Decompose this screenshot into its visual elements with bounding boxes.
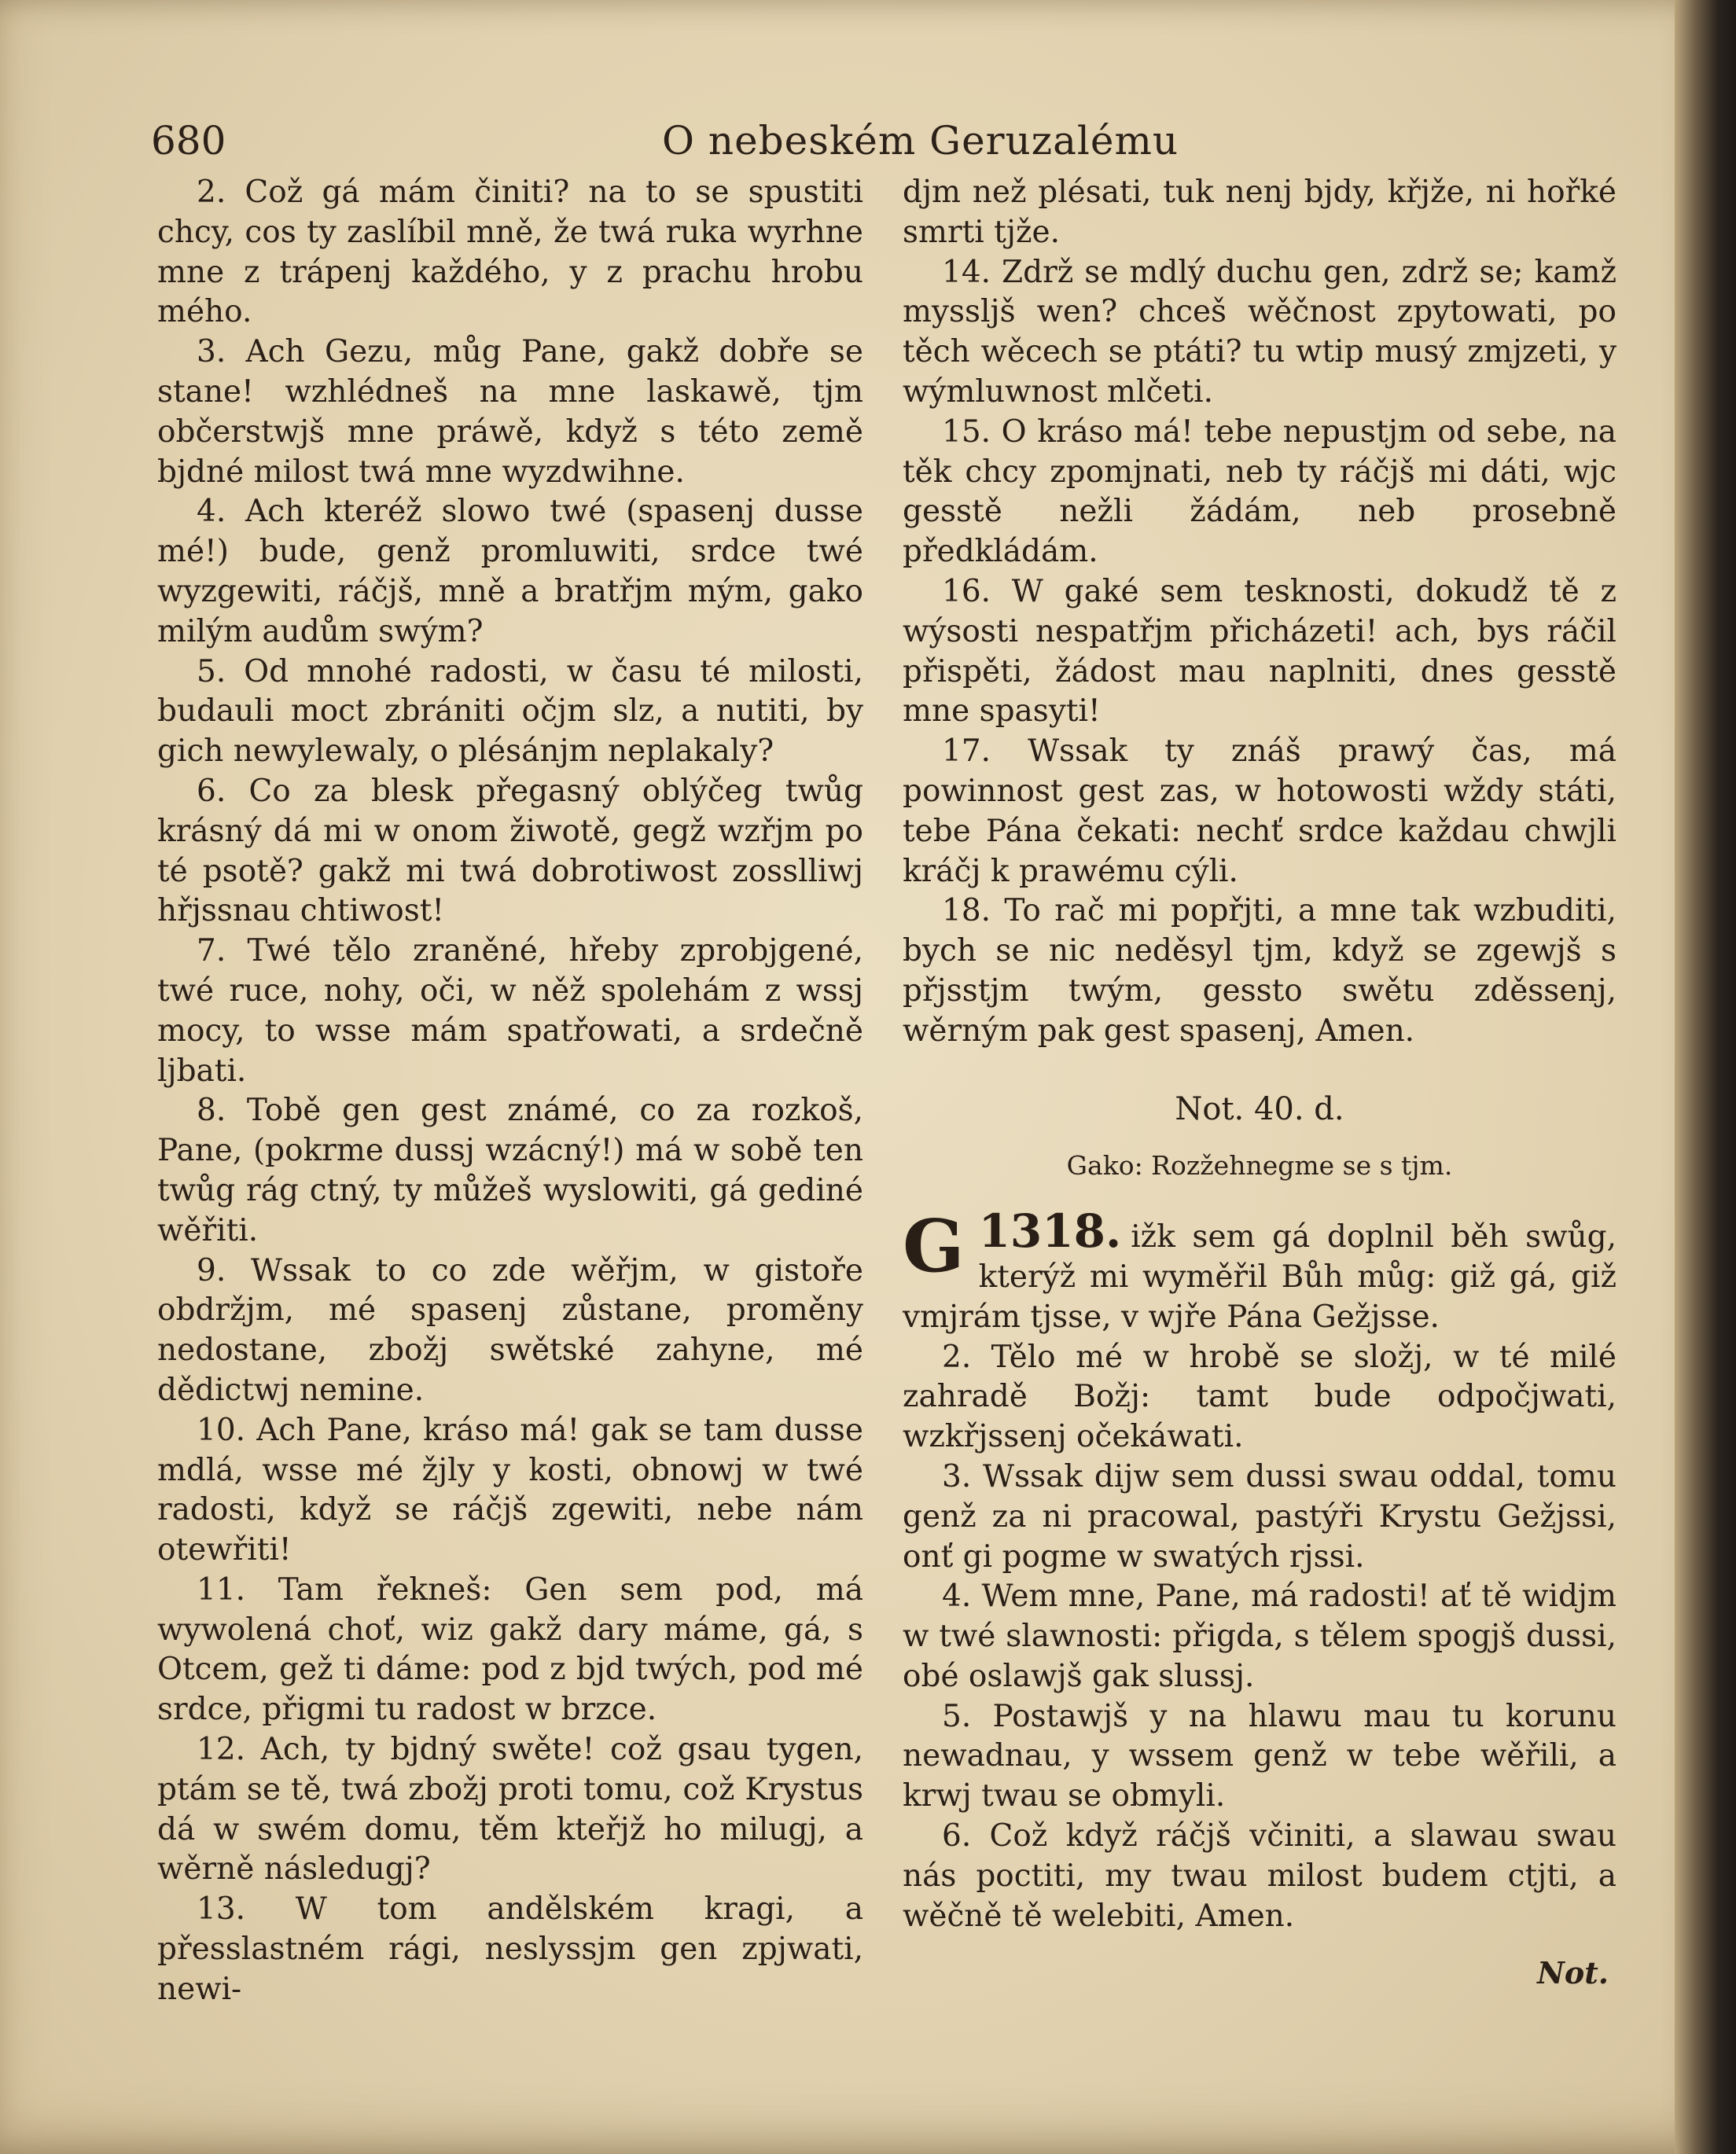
verse: 5. Od mnohé radosti, w času té milosti, budauli moct zbrániti očjm slz, a nutiti, by gich newylewaly, o plésánjm neplakaly?: [157, 653, 863, 770]
left-column: [157, 173, 863, 2010]
verse: 6. Co za blesk přegasný oblýčeg twůg krásný dá mi w onom žiwotě, gegž wzřjm po té psotě? gakž mi twá dobrotiwost zosslliwj hřjssnau chtiwost!: [157, 773, 863, 929]
drop-cap: G: [903, 1204, 965, 1289]
verse: 15. O kráso má! tebe nepustjm od sebe, na těk chcy zpomjnati, neb ty ráčjš mi dáti, wjc gesstě nežli žádám, neb prosebně předkládám.: [903, 414, 1616, 570]
verse: 2. Což gá mám činiti? na to se spustiti chcy, cos ty zaslíbil mně, že twá ruka wyrhne mne z trápenj každého, y z prachu hrobu mého.: [157, 175, 863, 330]
verse: 17. Wssak ty znáš prawý čas, má powinnost gest zas, w hotowosti wždy státi, tebe Pána čekati: nechť srdce každau chwjli kráčj k prawému cýli.: [903, 733, 1616, 889]
verse: 11. Tam řekneš: Gen sem pod, má wywolená choť, wiz gakž dary máme, gá, s Otcem, gež ti dáme: pod z bjd twých, pod mé srdce, přigmi tu radost w brzce.: [157, 1571, 863, 1728]
right-column: [903, 173, 1616, 1994]
verse: 5. Postawjš y na hlawu mau tu korunu newadnau, y wssem genž w tebe wěřili, a krwj twau se obmyli.: [903, 1698, 1616, 1814]
hymn-first-verse-text: ižk sem gá doplnil běh swůg, kterýž mi wyměřil Bůh můg: giž gá, giž vmjrám tjsse, v wjře Pána Gežjsse.: [903, 1219, 1616, 1335]
verse: 18. To rač mi popřjti, a mne tak wzbuditi, bych se nic neděsyl tjm, když se zgewjš s přjsstjm twým, gessto swětu zděssenj, wěrným pak gest spasenj, Amen.: [903, 893, 1616, 1049]
hymn-number: 1318.: [978, 1204, 1122, 1259]
verse: 4. Wem mne, Pane, má radosti! ať tě widjm w twé slawnosti: přigda, s tělem spogjš dussi, obé oslawjš gak slussj.: [903, 1579, 1616, 1694]
catchword: Not.: [1537, 1955, 1609, 1991]
verse: 16. W gaké sem tesknosti, dokudž tě z wýsosti nespatřjm přicházeti! ach, bys ráčil přispěti, žádost mau naplniti, dnes gesstě mne spasyti!: [903, 573, 1616, 730]
verse: 9. Wssak to co zde wěřjm, w gistoře obdržjm, mé spasenj zůstane, proměny nedostane, zbožj swětské zahyne, mé dědictwj nemine.: [157, 1252, 863, 1408]
verse: 3. Wssak dijw sem dussi swau oddal, tomu genž za ni pracowal, pastýři Krystu Gežjssi, onť gi pogme w swatých rjssi.: [903, 1458, 1616, 1575]
verse: 13. W tom andělském kragi, a přesslastném rági, neslyssjm gen zpjwati, newi-: [157, 1891, 863, 2007]
verse: 4. Ach kteréž slowo twé (spasenj dusse mé!) bude, genž promluwiti, srdce twé wyzgewiti, ráčjš, mně a bratřjm mým, gako milým audům swým?: [157, 494, 863, 649]
verse: 2. Tělo mé w hrobě se složj, w té milé zahradě Božj: tamt bude odpočjwati, wzkřjssenj očekáwati.: [903, 1339, 1616, 1455]
verse: 8. Tobě gen gest známé, co za rozkoš, Pane, (pokrme dussj wzácný!) má w sobě ten twůg rág ctný, ty můžeš wyslowiti, gá gediné wěřiti.: [157, 1093, 863, 1248]
book-gutter: [1675, 0, 1736, 2154]
page-header: [151, 110, 1605, 173]
page-number: 680: [151, 118, 226, 164]
verse: 12. Ach, ty bjdný swěte! což gsau tygen, ptám se tě, twá zbožj proti tomu, což Krystus dá w swém domu, těm kteřjž ho milugj, a wěrně následugj?: [157, 1732, 863, 1888]
tune-name: Gako: Rozžehnegme se s tjm.: [1066, 1150, 1453, 1182]
verse: 14. Zdrž se mdlý duchu gen, zdrž se; kamž myssljš wen? chceš wěčnost zpytowati, po těch wěcech se ptáti? tu wtip musý zmjzeti, y wýmluwnost mlčeti.: [903, 254, 1616, 410]
verse: 3. Ach Gezu, můg Pane, gakž dobře se stane! wzhlédneš na mne laskawě, tjm občerstwjš mne práwě, když s této země bjdné milost twá mne wyzdwihne.: [157, 334, 863, 490]
verse-continuation: djm než plésati, tuk nenj bjdy, křjže, ni hořké smrti tjže.: [903, 175, 1616, 250]
running-title: O nebeském Geruzalému: [662, 118, 1179, 164]
verse: 10. Ach Pane, kráso má! gak se tam dusse mdlá, wsse mé žjly y kosti, obnowj w twé radosti, když se ráčjš zgewiti, nebe nám otewřiti!: [157, 1412, 863, 1568]
tune-reference: Not. 40. d.: [1175, 1090, 1344, 1127]
verse: 7. Twé tělo zraněné, hřeby zprobjgené, twé ruce, nohy, oči, w něž spolehám z wssj mocy, to wsse mám spatřowati, a srdečně ljbati.: [157, 933, 863, 1089]
verse: 6. Což když ráčjš včiniti, a slawau swau nás poctiti, my twau milost budem ctjti, a wěčně tě welebiti, Amen.: [903, 1818, 1616, 1934]
hymn-first-verse: [903, 1204, 1616, 1337]
